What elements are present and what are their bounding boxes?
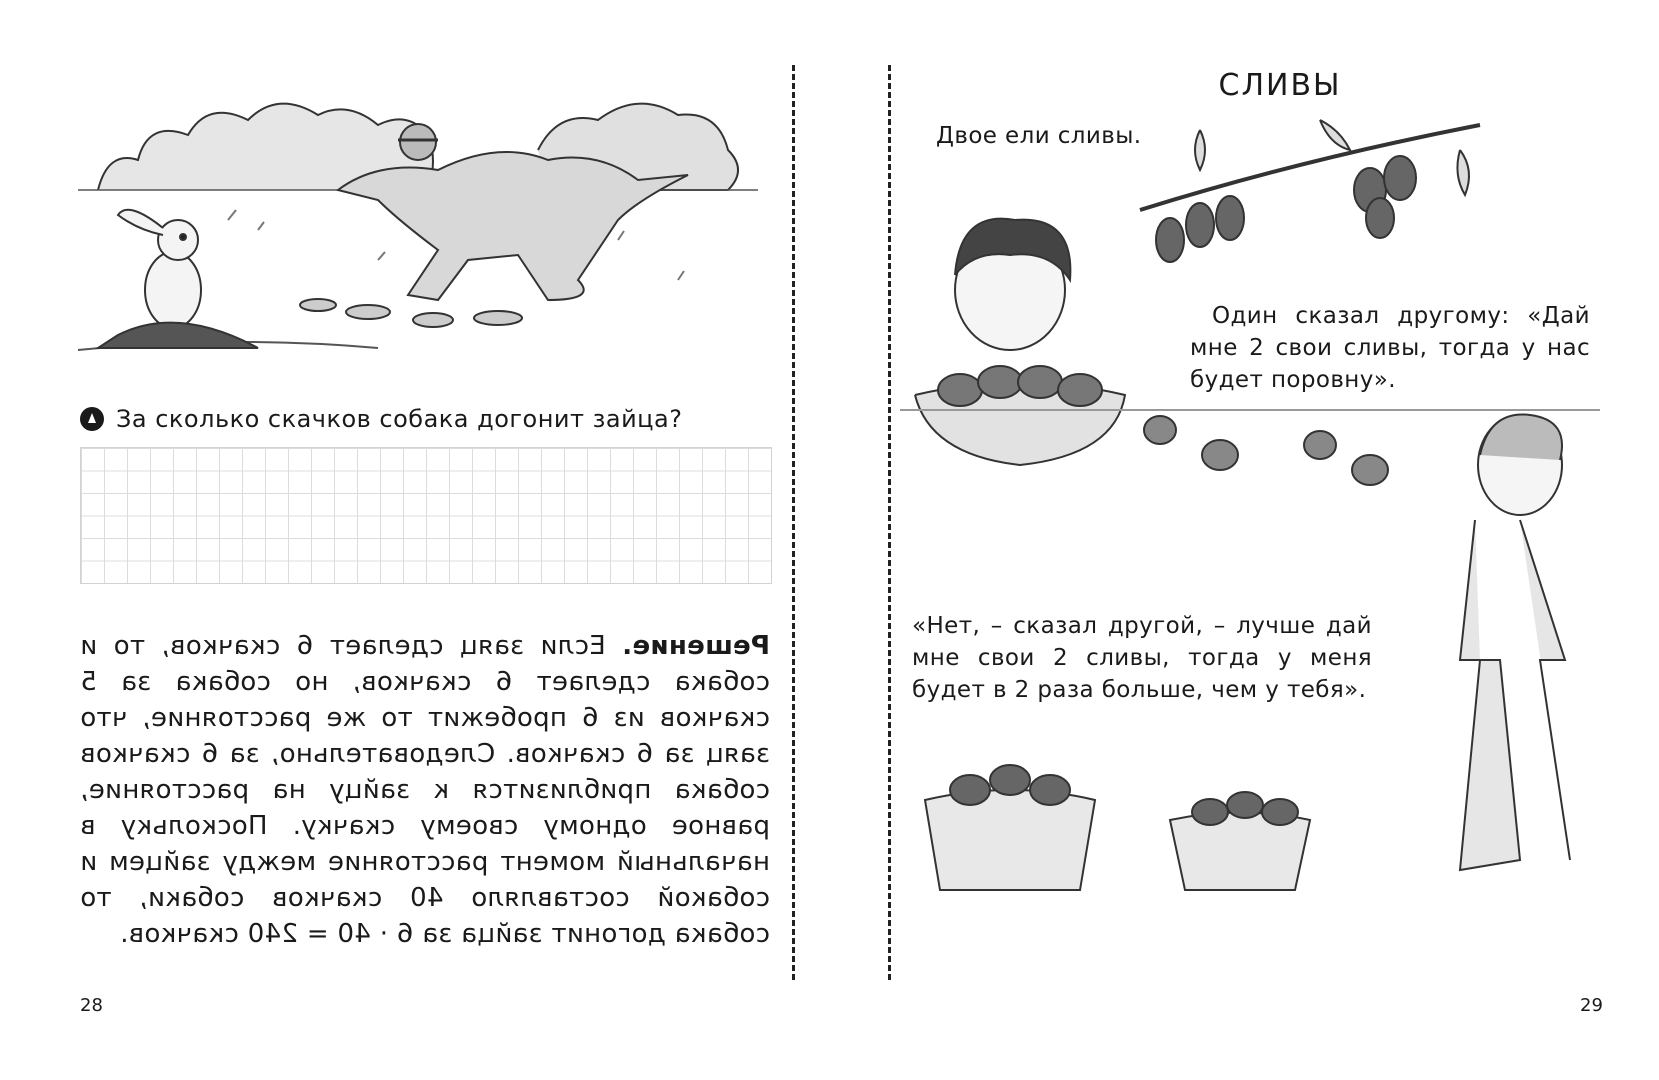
first-speech-text: Один сказал другому: «Дай мне 2 свои сливы, тогда у нас будет поровну».: [1190, 303, 1590, 393]
intro-text: Двое ели сливы.: [936, 123, 1142, 149]
solution-text: Если заяц сделает 6 скачков, то и собака сделает 6 скачков, но собака за 5 скачков из 6 пробежит то же расстояние, что заяц за 6 скачков. Следовательно, за 6 скачков собака приблизится к зайцу на расстояние, равное одному своему скачку. Поскольку в начальный момент расстояние между зайцем и собакой составляло 40 скачков собаки, то собака догонит зайца за 6 · 40 = 240 скачков.: [80, 631, 770, 949]
solution-label: Решение.: [621, 631, 770, 661]
mirrored-solution: [80, 628, 770, 952]
boys-eating-plums-illustration: [900, 100, 1600, 920]
page-number-left: 28: [80, 995, 103, 1016]
page-number-right: 29: [1580, 995, 1603, 1016]
dog-chasing-hare-illustration: [78, 80, 758, 365]
second-speech-text: «Нет, – сказал другой, – лучше дай мне свои 2 сливы, тогда у меня будет в 2 раза больше, чем у тебя».: [912, 613, 1372, 703]
question-text: За сколько скачков собака догонит зайца?: [116, 405, 683, 433]
question-bullet-icon: [80, 407, 104, 431]
page-title: СЛИВЫ: [1218, 68, 1342, 103]
dashed-divider-right: [888, 65, 891, 980]
answer-grid[interactable]: [80, 447, 772, 584]
question: [80, 405, 780, 433]
dashed-divider-left: [792, 65, 795, 980]
